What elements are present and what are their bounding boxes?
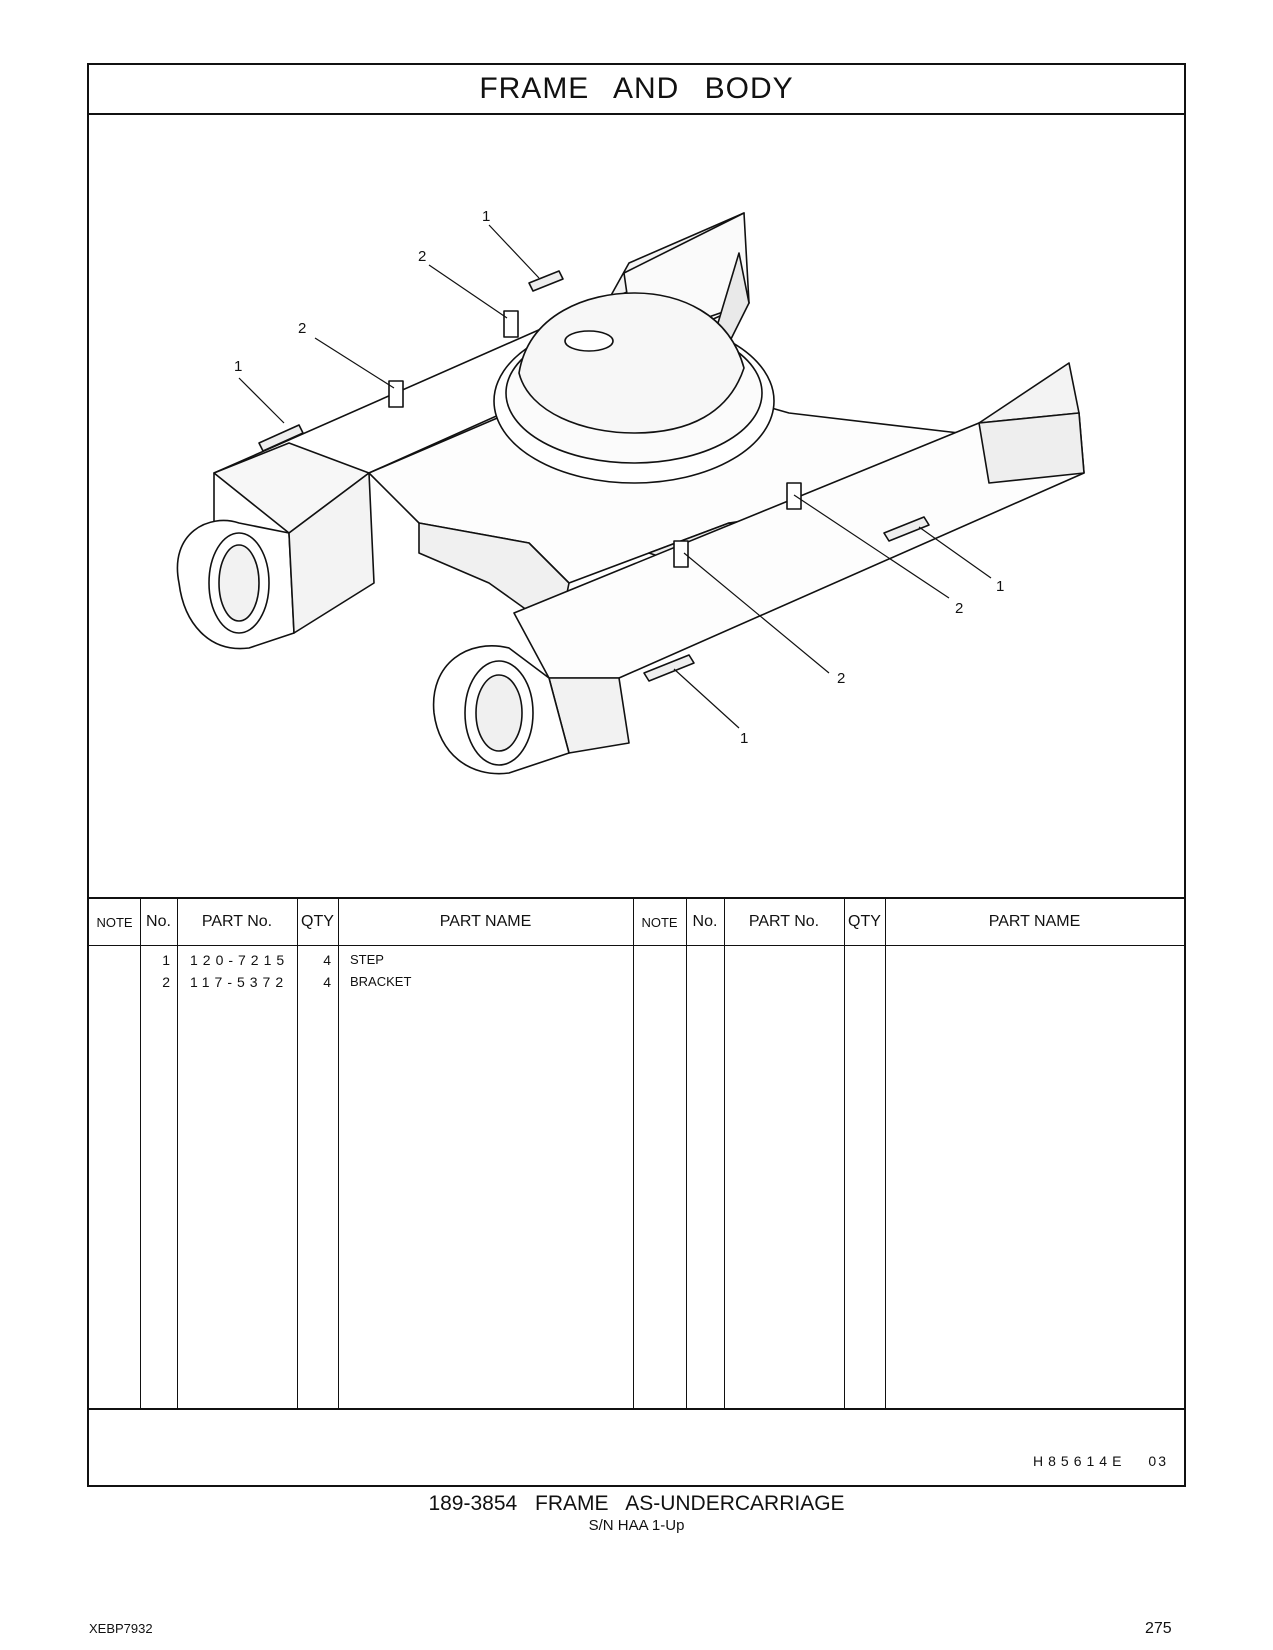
- illustration-revision: 03: [1148, 1453, 1168, 1469]
- callout-label: 2: [418, 248, 427, 265]
- column-header-qty: QTY: [848, 913, 881, 930]
- column-divider: [724, 899, 725, 1408]
- table-row-part-no: 117-5372: [190, 974, 289, 990]
- column-header-note: NOTE: [641, 914, 678, 930]
- callout-label: 1: [234, 358, 243, 375]
- section-title: FRAME AND BODY: [89, 65, 1184, 115]
- undercarriage-frame-drawing: [89, 113, 1184, 897]
- column-divider: [885, 899, 886, 1408]
- column-header-part-no: PART No.: [748, 913, 820, 930]
- column-header-no: No.: [692, 913, 718, 930]
- table-row-part-name: STEP: [350, 952, 384, 967]
- column-divider: [338, 899, 339, 1408]
- callout-label: 2: [298, 320, 307, 337]
- parts-illustration: [89, 113, 1184, 897]
- column-divider: [686, 899, 687, 1408]
- column-header-qty: QTY: [301, 913, 334, 930]
- header-divider: [89, 945, 1184, 946]
- column-header-part-no: PART No.: [201, 913, 273, 930]
- column-header-no: No.: [146, 913, 171, 930]
- document-frame: [87, 63, 1186, 1487]
- column-header-part-name: PART NAME: [988, 913, 1081, 930]
- page-number: 275: [1145, 1620, 1172, 1637]
- serial-range: S/N HAA 1-Up: [588, 1517, 685, 1534]
- assembly-caption: 189-3854 FRAME AS-UNDERCARRIAGE: [428, 1492, 845, 1515]
- callout-label: 2: [837, 670, 846, 687]
- callout-label: 1: [740, 730, 749, 747]
- illustration-code-id: H85614E: [1033, 1453, 1127, 1469]
- column-divider: [633, 899, 634, 1408]
- table-row-part-no: 120-7215: [190, 952, 290, 968]
- document-id: XEBP7932: [89, 1621, 153, 1636]
- illustration-code: [1033, 1453, 1168, 1469]
- table-row-part-name: BRACKET: [350, 974, 412, 989]
- callout-label: 1: [482, 208, 491, 225]
- column-divider: [177, 899, 178, 1408]
- table-row-qty: 4: [323, 974, 331, 990]
- table-row-no: 2: [162, 974, 170, 990]
- column-header-part-name: PART NAME: [439, 913, 532, 930]
- callout-label: 2: [955, 600, 964, 617]
- parts-table: [89, 897, 1184, 1410]
- column-divider: [844, 899, 845, 1408]
- table-row-no: 1: [162, 952, 170, 968]
- table-row-qty: 4: [323, 952, 331, 968]
- callout-label: 1: [996, 578, 1005, 595]
- column-header-note: NOTE: [96, 914, 133, 930]
